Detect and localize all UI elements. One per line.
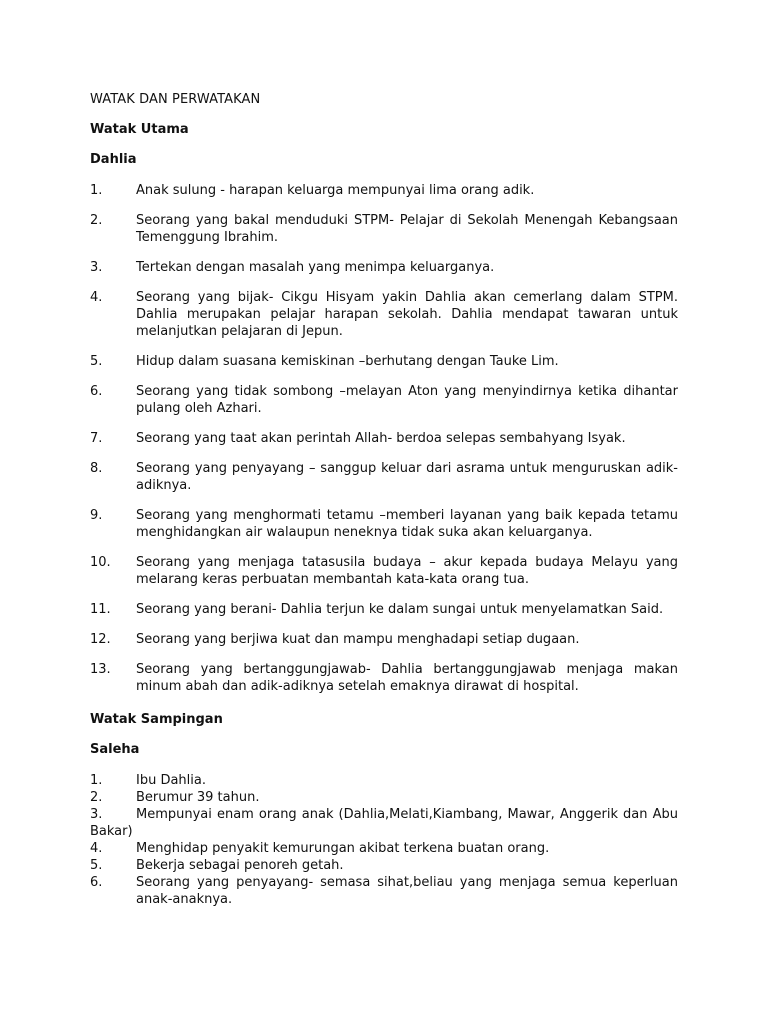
item-text: Berumur 39 tahun.: [136, 790, 260, 805]
list-item: [90, 789, 678, 806]
item-text: Seorang yang penyayang – sanggup keluar dari asrama untuk menguruskan adik-adiknya.: [136, 461, 678, 493]
item-text: Seorang yang penyayang- semasa sihat,beliau yang menjaga semua keperluan anak-anaknya.: [136, 875, 678, 907]
list-item: [90, 289, 678, 340]
section-heading-main: Watak Utama: [90, 122, 189, 137]
list-item: [90, 840, 678, 857]
item-text: Menghidap penyakit kemurungan akibat terkena buatan orang.: [136, 841, 550, 856]
list-item: [90, 507, 678, 541]
list-item: [90, 182, 678, 199]
list-item: [90, 554, 678, 588]
list-item: [90, 631, 678, 648]
item-number: 11.: [90, 602, 111, 617]
saleha-points-list: [90, 772, 678, 908]
item-number: 13.: [90, 662, 111, 677]
item-number: 7.: [90, 431, 103, 446]
section-heading-side: Watak Sampingan: [90, 712, 223, 727]
list-item: [90, 857, 678, 874]
document-title: WATAK DAN PERWATAKAN: [90, 92, 261, 107]
item-text: Anak sulung - harapan keluarga mempunyai lima orang adik.: [136, 183, 535, 198]
item-text: Hidup dalam suasana kemiskinan –berhutang dengan Tauke Lim.: [136, 354, 559, 369]
item-text: Seorang yang berjiwa kuat dan mampu menghadapi setiap dugaan.: [136, 632, 580, 647]
item-number: 8.: [90, 461, 103, 476]
item-number: 2.: [90, 790, 103, 805]
list-item: [90, 661, 678, 695]
item-text: Seorang yang tidak sombong –melayan Aton yang menyindirnya ketika dihantar pulang oleh Azhari.: [136, 384, 678, 416]
item-text: Tertekan dengan masalah yang menimpa keluarganya.: [136, 260, 495, 275]
item-number: 6.: [90, 875, 103, 890]
list-item: [90, 430, 678, 447]
item-number: 4.: [90, 841, 103, 856]
item-text: Ibu Dahlia.: [136, 773, 206, 788]
item-number: 9.: [90, 508, 103, 523]
item-text: Mempunyai enam orang anak (Dahlia,Melati,Kiambang, Mawar, Anggerik dan Abu Bakar): [90, 807, 678, 839]
list-item: [90, 460, 678, 494]
item-text: Seorang yang berani- Dahlia terjun ke dalam sungai untuk menyelamatkan Said.: [136, 602, 664, 617]
item-number: 1.: [90, 183, 103, 198]
item-text: Seorang yang bijak- Cikgu Hisyam yakin Dahlia akan cemerlang dalam STPM. Dahlia merupakan pelajar harapan sekolah. Dahlia mendapat tawaran untuk melanjutkan pelajaran di Jepun.: [136, 290, 678, 339]
list-item: [90, 772, 678, 789]
item-number: 2.: [90, 213, 103, 228]
item-number: 6.: [90, 384, 103, 399]
item-text: Seorang yang bertanggungjawab- Dahlia bertanggungjawab menjaga makan minum abah dan adik-adiknya setelah emaknya dirawat di hospital.: [136, 662, 678, 694]
list-item: [90, 353, 678, 370]
item-text: Seorang yang bakal menduduki STPM- Pelajar di Sekolah Menengah Kebangsaan Temenggung Ibrahim.: [136, 213, 678, 245]
list-item: [90, 259, 678, 276]
item-number: 3.: [90, 260, 103, 275]
item-number: 4.: [90, 290, 103, 305]
list-item: [90, 874, 678, 908]
character-heading-saleha: Saleha: [90, 742, 140, 757]
item-number: 10.: [90, 555, 111, 570]
item-number: 3.: [90, 807, 103, 822]
item-number: 5.: [90, 354, 103, 369]
list-item: [90, 601, 678, 618]
item-text: Seorang yang taat akan perintah Allah- berdoa selepas sembahyang Isyak.: [136, 431, 626, 446]
list-item: [90, 212, 678, 246]
item-number: 12.: [90, 632, 111, 647]
item-text: Seorang yang menghormati tetamu –memberi layanan yang baik kepada tetamu menghidangkan air walaupun neneknya tidak suka akan keluarganya.: [136, 508, 678, 540]
item-number: 5.: [90, 858, 103, 873]
item-text: Bekerja sebagai penoreh getah.: [136, 858, 344, 873]
item-text: Seorang yang menjaga tatasusila budaya – akur kepada budaya Melayu yang melarang keras perbuatan membantah kata-kata orang tua.: [136, 555, 678, 587]
dahlia-points-list: [90, 182, 678, 708]
list-item: [90, 383, 678, 417]
item-number: 1.: [90, 773, 103, 788]
character-heading-dahlia: Dahlia: [90, 152, 137, 167]
list-item: [90, 806, 678, 840]
